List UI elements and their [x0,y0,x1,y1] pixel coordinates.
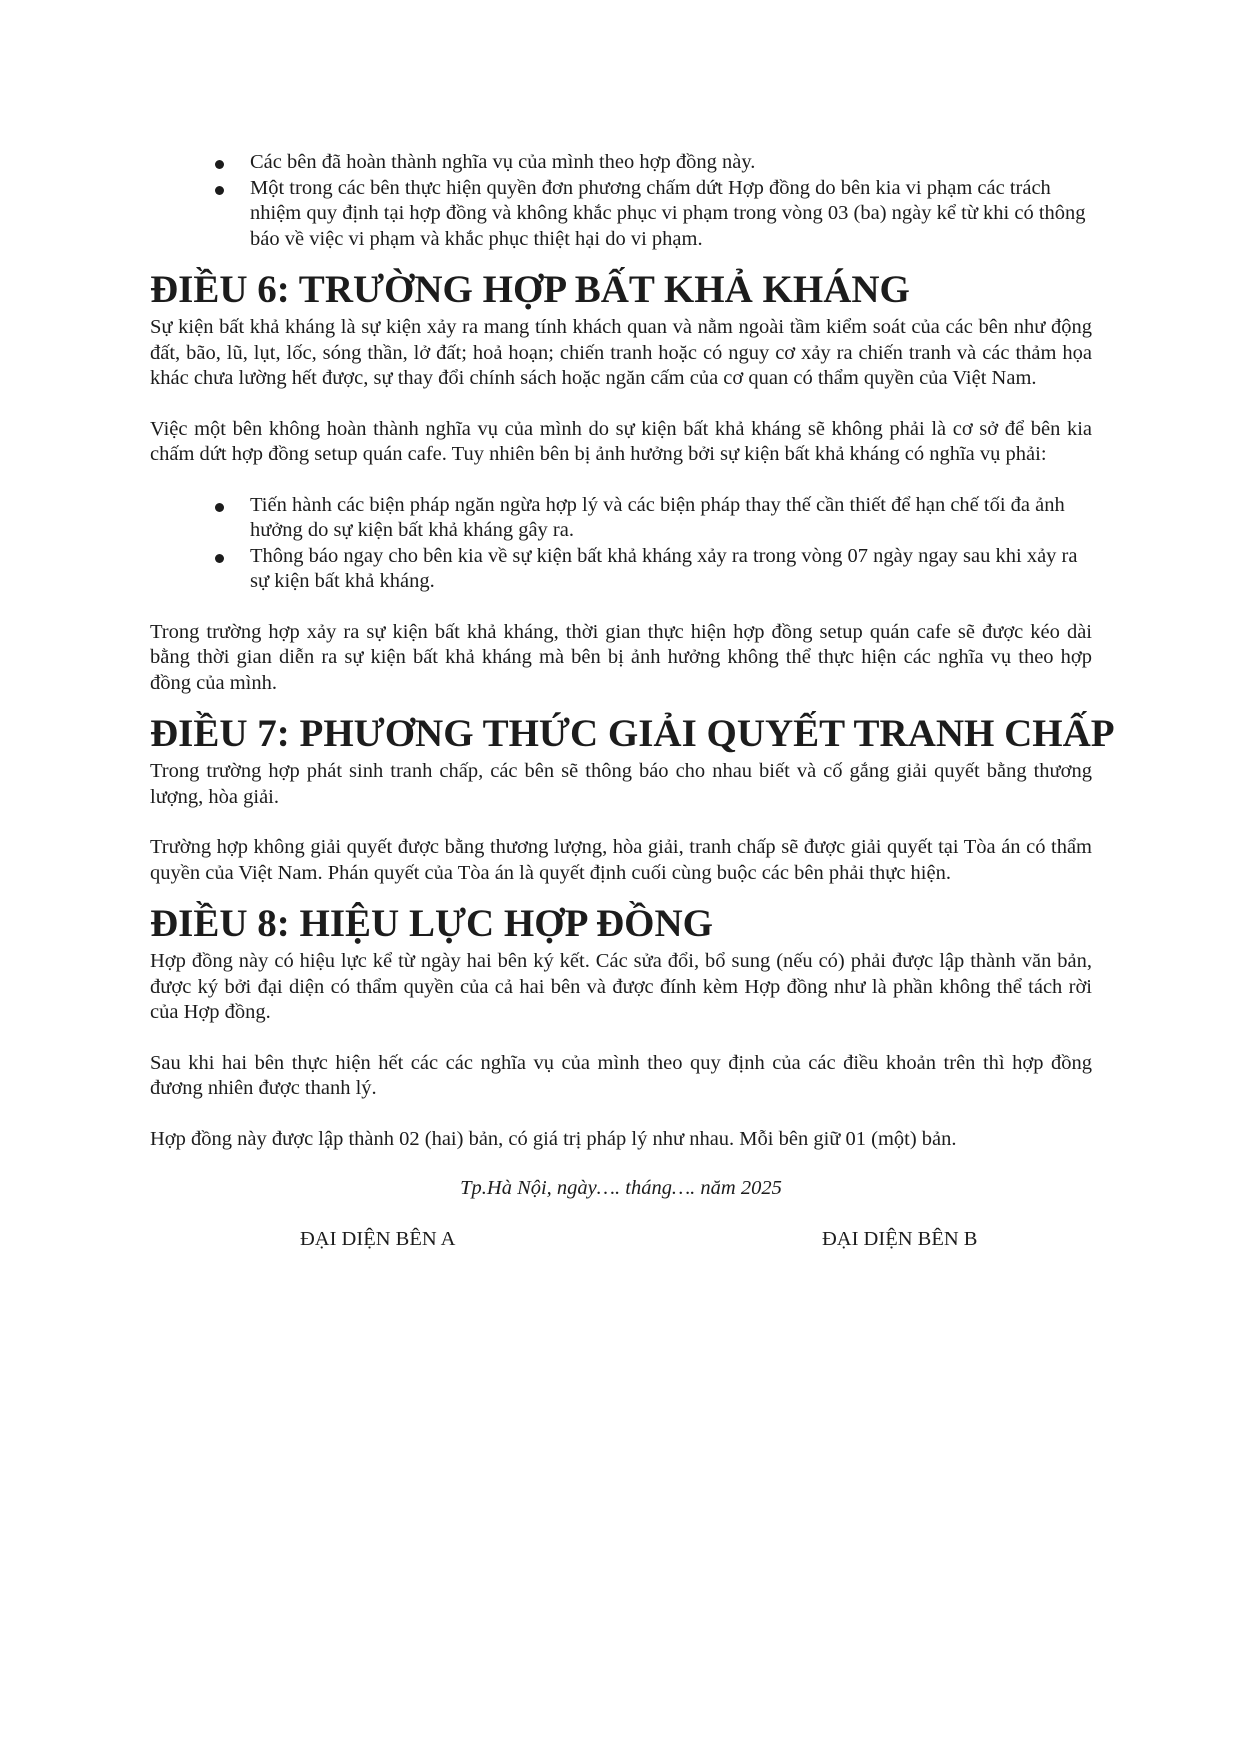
list-item [150,493,1092,544]
list-item [150,544,1092,595]
article-8-paragraph-1: Hợp đồng này có hiệu lực kể từ ngày hai bên ký kết. Các sửa đổi, bổ sung (nếu có) phải được lập thành văn bản, được ký bởi đại diện có thẩm quyền của cả hai bên và được đính kèm Hợp đồng như là phần không thể tách rời của Hợp đồng. [150,950,1092,1023]
party-b-representative-label: ĐẠI DIỆN BÊN B [822,1227,978,1250]
list-item-text: Tiến hành các biện pháp ngăn ngừa hợp lý và các biện pháp thay thế cần thiết để hạn chế tối đa ảnh hưởng do sự kiện bất khả kháng gây ra. [250,493,1065,541]
article-7-paragraph-2: Trường hợp không giải quyết được bằng thương lượng, hòa giải, tranh chấp sẽ được giải quyết tại Tòa án có thẩm quyền của Việt Nam. Phán quyết của Tòa án là quyết định cuối cùng buộc các bên phải thực hiện. [150,836,1092,884]
article-6-paragraph-2: Việc một bên không hoàn thành nghĩa vụ của mình do sự kiện bất khả kháng sẽ không phải là cơ sở để bên kia chấm dứt hợp đồng setup quán cafe. Tuy nhiên bên bị ảnh hưởng bởi sự kiện bất khả kháng có nghĩa vụ phải: [150,417,1092,465]
article-6-bullet-list [150,493,1092,595]
bullet-icon [215,186,224,195]
article-6-paragraph-1: Sự kiện bất khả kháng là sự kiện xảy ra mang tính khách quan và nằm ngoài tầm kiểm soát của các bên như động đất, bão, lũ, lụt, lốc, sóng thần, lở đất; hoả hoạn; chiến tranh hoặc có nguy cơ xảy ra chiến tranh và các thảm họa khác chưa lường hết được, sự thay đổi chính sách hoặc ngăn cấm của cơ quan có thẩm quyền của Việt Nam. [150,316,1092,389]
signature-row [150,1227,1092,1253]
bullet-icon [215,554,224,563]
bullet-icon [215,160,224,169]
article-8-paragraph-3: Hợp đồng này được lập thành 02 (hai) bản, có giá trị pháp lý như nhau. Mỗi bên giữ 01 (một) bản. [150,1127,957,1150]
list-item-text: Một trong các bên thực hiện quyền đơn phương chấm dứt Hợp đồng do bên kia vi phạm các trách nhiệm quy định tại hợp đồng và không khắc phục vi phạm trong vòng 03 (ba) ngày kể từ khi có thông báo về việc vi phạm và khắc phục thiệt hại do vi phạm. [250,176,1086,250]
article-8-paragraph-2: Sau khi hai bên thực hiện hết các các nghĩa vụ của mình theo quy định của các điều khoản trên thì hợp đồng đương nhiên được thanh lý. [150,1051,1092,1099]
intro-bullet-list [150,150,1092,252]
list-item-text: Các bên đã hoàn thành nghĩa vụ của mình theo hợp đồng này. [250,151,756,173]
article-7-heading: ĐIỀU 7: PHƯƠNG THỨC GIẢI QUYẾT TRANH CHẤP [150,712,1115,755]
place-date-line: Tp.Hà Nội, ngày…. tháng…. năm 2025 [460,1177,782,1199]
list-item [150,150,1092,176]
article-8-heading: ĐIỀU 8: HIỆU LỰC HỢP ĐỒNG [150,902,714,945]
article-6-heading: ĐIỀU 6: TRƯỜNG HỢP BẤT KHẢ KHÁNG [150,268,910,311]
article-7-paragraph-1: Trong trường hợp phát sinh tranh chấp, các bên sẽ thông báo cho nhau biết và cố gắng giải quyết bằng thương lượng, hòa giải. [150,760,1092,808]
article-6-paragraph-3: Trong trường hợp xảy ra sự kiện bất khả kháng, thời gian thực hiện hợp đồng setup quán cafe sẽ được kéo dài bằng thời gian diễn ra sự kiện bất khả kháng mà bên bị ảnh hưởng không thể thực hiện các nghĩa vụ theo hợp đồng của mình. [150,620,1092,694]
list-item-text: Thông báo ngay cho bên kia về sự kiện bất khả kháng xảy ra trong vòng 07 ngày ngay sau khi xảy ra sự kiện bất khả kháng. [250,544,1078,592]
list-item [150,176,1092,253]
party-a-representative-label: ĐẠI DIỆN BÊN A [300,1227,456,1250]
document-page [150,150,1115,1253]
bullet-icon [215,503,224,512]
